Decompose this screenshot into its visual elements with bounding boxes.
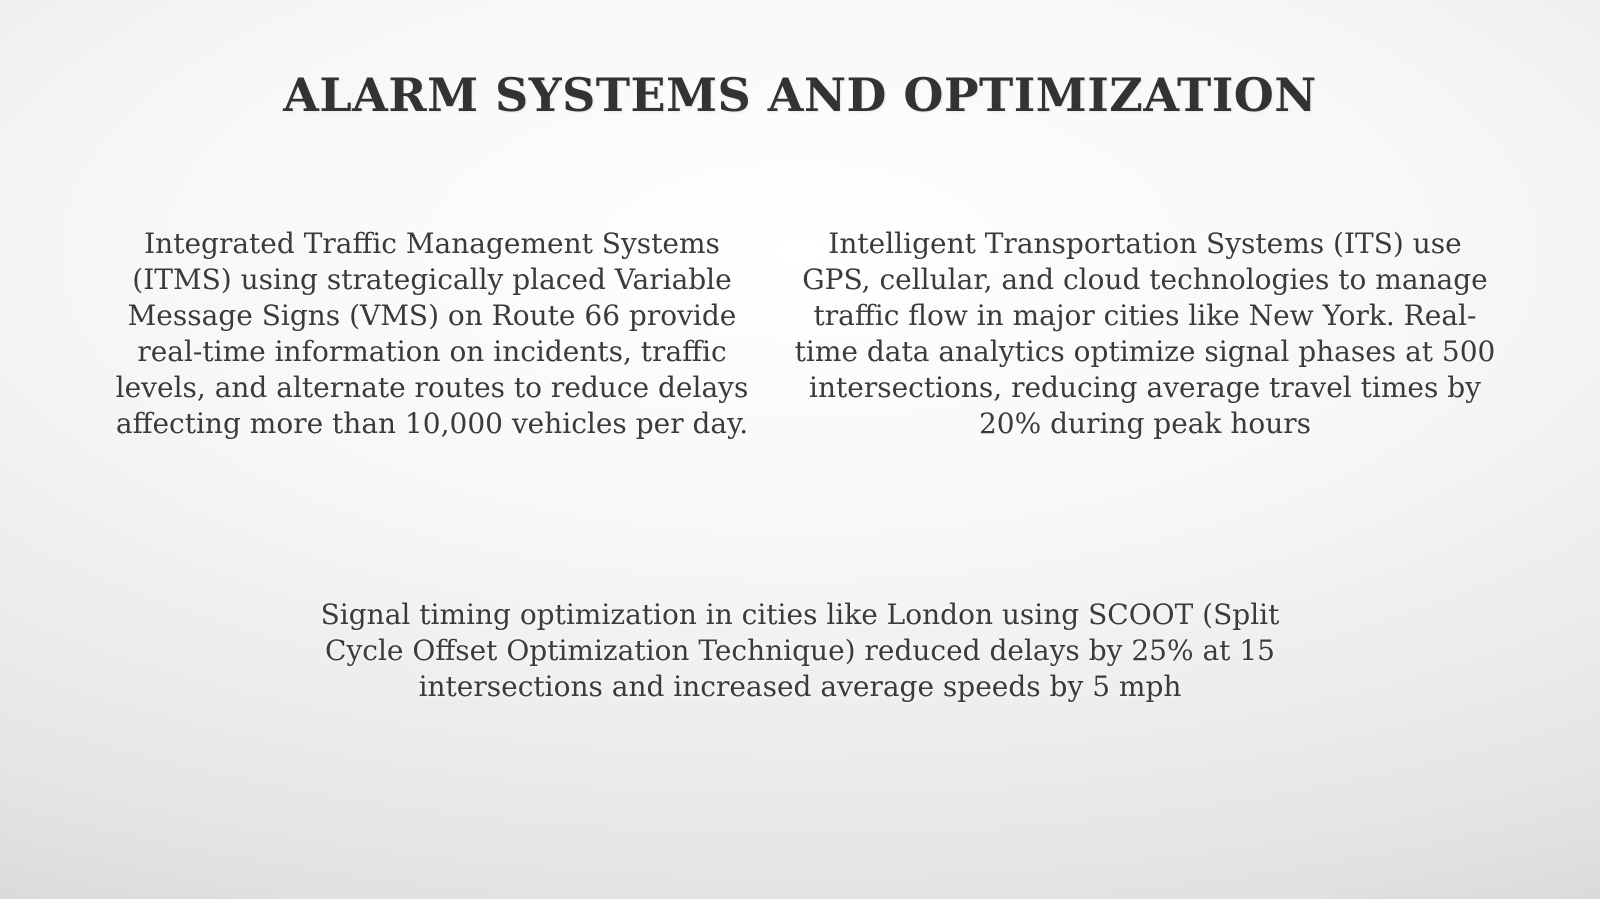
itms-text-block: Integrated Traffic Management Systems (ITMS) using strategically placed Variable Message Signs (VMS) on Route 66 provide real-time information on incidents, traffic levels, and alternate routes to reduce delays affecting more than 10,000 vehicles per day. <box>115 227 749 440</box>
slide-title: ALARM SYSTEMS AND OPTIMIZATION <box>283 68 1317 122</box>
scoot-text-block: Signal timing optimization in cities like London using SCOOT (Split Cycle Offset Optimization Technique) reduced delays by 25% at 15 intersections and increased average speeds by 5 mph <box>320 598 1280 703</box>
its-text-block: Intelligent Transportation Systems (ITS) use GPS, cellular, and cloud technologies to manage traffic flow in major cities like New York. Real-time data analytics optimize signal phases at 500 intersections, reducing average travel times by 20% during peak hours <box>794 227 1496 440</box>
